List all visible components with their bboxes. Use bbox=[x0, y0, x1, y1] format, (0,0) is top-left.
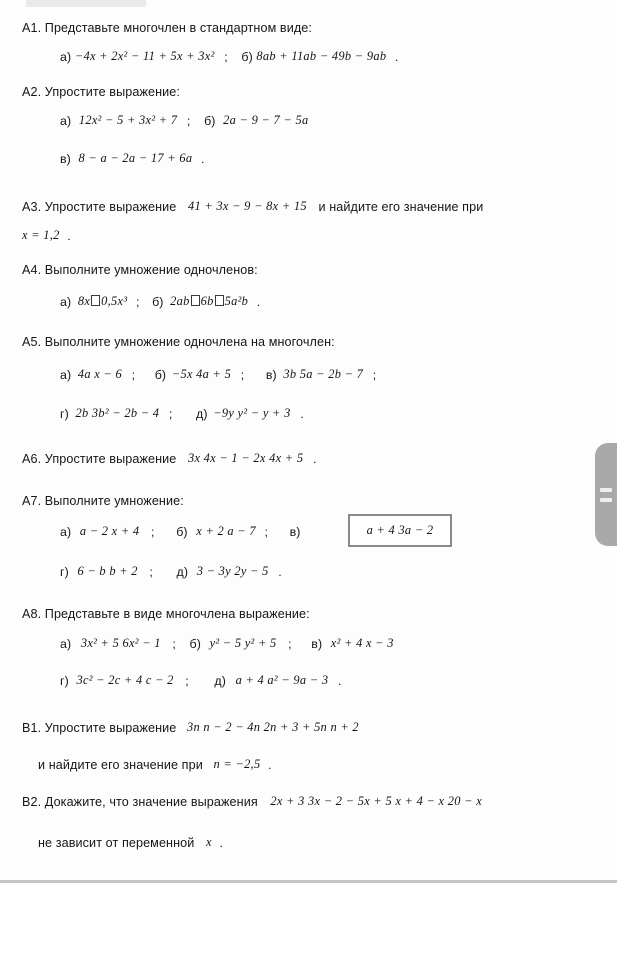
handle-bar-icon bbox=[600, 488, 612, 492]
task-b2-variable: x bbox=[206, 835, 212, 849]
separator-period: . bbox=[394, 50, 399, 64]
task-a4-expr-a-pre: 8x bbox=[77, 294, 91, 308]
task-b2-expression: 2x + 3 3x − 2 − 5x + 5 x + 4 − x 20 − x bbox=[270, 794, 483, 808]
missing-glyph-box bbox=[215, 295, 224, 306]
item-label-d: д) bbox=[176, 565, 189, 579]
separator-period: . bbox=[256, 295, 261, 309]
scan-artifact bbox=[26, 0, 146, 7]
item-label-d: д) bbox=[196, 407, 208, 421]
task-a3-heading-before: A3. Упростите выражение bbox=[22, 200, 177, 214]
task-a7-expr-b: x + 2 a − 7 bbox=[196, 524, 256, 538]
task-a1-expr-b: 8ab + 11ab − 49b − 9ab bbox=[256, 49, 387, 63]
task-a4-expr-b-post: 5a²b bbox=[224, 294, 249, 308]
task-a7-expr-a: a − 2 x + 4 bbox=[79, 524, 140, 538]
item-label-a: а) bbox=[60, 295, 72, 309]
separator-period: . bbox=[219, 836, 223, 850]
missing-glyph-box bbox=[191, 295, 200, 306]
task-a5-expr-g: 2b 3b² − 2b − 4 bbox=[75, 406, 160, 420]
task-a5-expr-a: 4a x − 6 bbox=[77, 367, 122, 381]
separator-semicolon: ; bbox=[186, 114, 191, 128]
item-label-b: б) bbox=[154, 368, 167, 382]
separator-semicolon: ; bbox=[240, 368, 245, 382]
task-a2-items-row2 bbox=[60, 152, 204, 167]
task-b1-condition: n = −2,5 bbox=[213, 757, 261, 771]
task-a1-items bbox=[60, 50, 398, 65]
task-a2-expr-v: 8 − a − 2a − 17 + 6a bbox=[78, 151, 193, 165]
separator-semicolon: ; bbox=[288, 637, 292, 651]
task-a6-heading-before: A6. Упростите выражение bbox=[22, 452, 177, 466]
task-a4-expr-b-pre: 2ab bbox=[170, 294, 190, 308]
task-b2-heading-before: B2. Докажите, что значение выражения bbox=[22, 795, 258, 809]
task-a5-items-row1 bbox=[60, 368, 376, 383]
page-footer-area bbox=[0, 883, 617, 978]
task-a2-expr-b: 2a − 9 − 7 − 5a bbox=[223, 113, 309, 127]
task-a8-expr-a: 3x² + 5 6x² − 1 bbox=[80, 636, 161, 650]
separator-semicolon: ; bbox=[264, 525, 269, 539]
item-label-b: б) bbox=[189, 637, 201, 651]
item-label-a: а) bbox=[60, 50, 72, 64]
item-label-v: в) bbox=[265, 368, 277, 382]
missing-glyph-box bbox=[91, 295, 100, 306]
item-label-g: г) bbox=[60, 407, 69, 421]
task-a5-expr-b: −5x 4a + 5 bbox=[171, 367, 232, 381]
task-a8-expr-b: y² − 5 y² + 5 bbox=[209, 636, 277, 650]
task-a7-heading: A7. Выполните умножение: bbox=[22, 494, 184, 508]
task-a4-items bbox=[60, 295, 260, 310]
task-b2-line2 bbox=[38, 836, 223, 851]
separator-period: . bbox=[337, 674, 342, 688]
task-b1-line2 bbox=[38, 758, 272, 773]
separator-period: . bbox=[312, 452, 317, 466]
task-a2-items-row1 bbox=[60, 114, 308, 129]
task-b1-expression: 3n n − 2 − 4n 2n + 3 + 5n n + 2 bbox=[186, 720, 359, 734]
task-a4-heading: A4. Выполните умножение одночленов: bbox=[22, 263, 258, 277]
item-label-v: в) bbox=[289, 525, 301, 539]
task-a3-line2 bbox=[22, 229, 71, 244]
handle-bar-icon bbox=[600, 498, 612, 502]
item-label-b: б) bbox=[241, 50, 253, 64]
task-a7-items-row1 bbox=[60, 525, 301, 540]
task-a5-expr-v: 3b 5a − 2b − 7 bbox=[283, 367, 364, 381]
task-a8-items-row1 bbox=[60, 637, 394, 652]
task-a7-expr-v: a + 4 3a − 2 bbox=[366, 523, 434, 537]
task-a2-expr-a: 12x² − 5 + 3x² + 7 bbox=[78, 113, 178, 127]
task-a5-items-row2 bbox=[60, 407, 304, 422]
separator-semicolon: ; bbox=[151, 525, 155, 539]
task-a8-expr-v: x² + 4 x − 3 bbox=[330, 636, 394, 650]
item-label-a: а) bbox=[60, 525, 72, 539]
separator-semicolon: ; bbox=[135, 295, 140, 309]
task-a3-expression: 41 + 3x − 9 − 8x + 15 bbox=[187, 199, 307, 213]
task-a8-items-row2 bbox=[60, 674, 342, 689]
separator-period: . bbox=[300, 407, 304, 421]
separator-semicolon: ; bbox=[185, 674, 189, 688]
separator-period: . bbox=[268, 758, 272, 772]
task-a7-expr-d: 3 − 3y 2y − 5 bbox=[196, 564, 269, 578]
task-a7-boxed-answer[interactable] bbox=[348, 514, 452, 547]
task-a1-heading: A1. Представьте многочлен в стандартном виде: bbox=[22, 21, 312, 35]
item-label-g: г) bbox=[60, 674, 69, 688]
separator-period: . bbox=[67, 229, 71, 243]
task-a3-condition: x = 1,2 bbox=[22, 228, 60, 242]
item-label-b: б) bbox=[204, 114, 216, 128]
task-a4-expr-b-mid: 6b bbox=[200, 294, 214, 308]
task-a4-expr-a bbox=[78, 295, 128, 309]
task-b1-heading-after: и найдите его значение при bbox=[38, 758, 203, 772]
task-a8-expr-g: 3c² − 2c + 4 c − 2 bbox=[76, 673, 174, 687]
item-label-a: а) bbox=[60, 637, 72, 651]
separator-semicolon: ; bbox=[224, 50, 228, 64]
task-b1-line1 bbox=[22, 721, 359, 736]
task-a5-expr-d: −9y y² − y + 3 bbox=[213, 406, 291, 420]
task-a2-heading: A2. Упростите выражение: bbox=[22, 85, 180, 99]
item-label-d: д) bbox=[214, 674, 226, 688]
drag-handle[interactable] bbox=[595, 443, 617, 546]
task-b2-heading-after: не зависит от переменной bbox=[38, 836, 195, 850]
separator-semicolon: ; bbox=[172, 637, 176, 651]
task-a8-heading: A8. Представьте в виде многочлена выражение: bbox=[22, 607, 310, 621]
separator-semicolon: ; bbox=[372, 368, 377, 382]
task-a4-expr-b bbox=[170, 295, 248, 309]
item-label-a: а) bbox=[60, 368, 72, 382]
task-a3-heading-after: и найдите его значение при bbox=[318, 200, 484, 214]
separator-semicolon: ; bbox=[131, 368, 136, 382]
item-label-g: г) bbox=[60, 565, 69, 579]
item-label-b: б) bbox=[152, 295, 164, 309]
task-a6-expression: 3x 4x − 1 − 2x 4x + 5 bbox=[187, 451, 304, 465]
task-b2-line1 bbox=[22, 795, 482, 810]
item-label-b: б) bbox=[176, 525, 188, 539]
task-a1-expr-a: −4x + 2x² − 11 + 5x + 3x² bbox=[74, 49, 215, 63]
task-a4-expr-a-post: 0,5x³ bbox=[101, 294, 128, 308]
task-b1-heading-before: B1. Упростите выражение bbox=[22, 721, 177, 735]
item-label-v: в) bbox=[60, 152, 71, 166]
task-a3-line1 bbox=[22, 200, 483, 215]
task-a7-items-row2 bbox=[60, 565, 282, 580]
separator-period: . bbox=[200, 152, 205, 166]
separator-semicolon: ; bbox=[168, 407, 173, 421]
task-a8-expr-d: a + 4 a² − 9a − 3 bbox=[235, 673, 329, 687]
task-a6-line bbox=[22, 452, 316, 467]
task-a7-expr-g: 6 − b b + 2 bbox=[77, 564, 138, 578]
separator-period: . bbox=[278, 565, 282, 579]
task-a5-heading: A5. Выполните умножение одночлена на многочлен: bbox=[22, 335, 335, 349]
separator-semicolon: ; bbox=[149, 565, 153, 579]
item-label-a: а) bbox=[60, 114, 72, 128]
item-label-v: в) bbox=[311, 637, 323, 651]
